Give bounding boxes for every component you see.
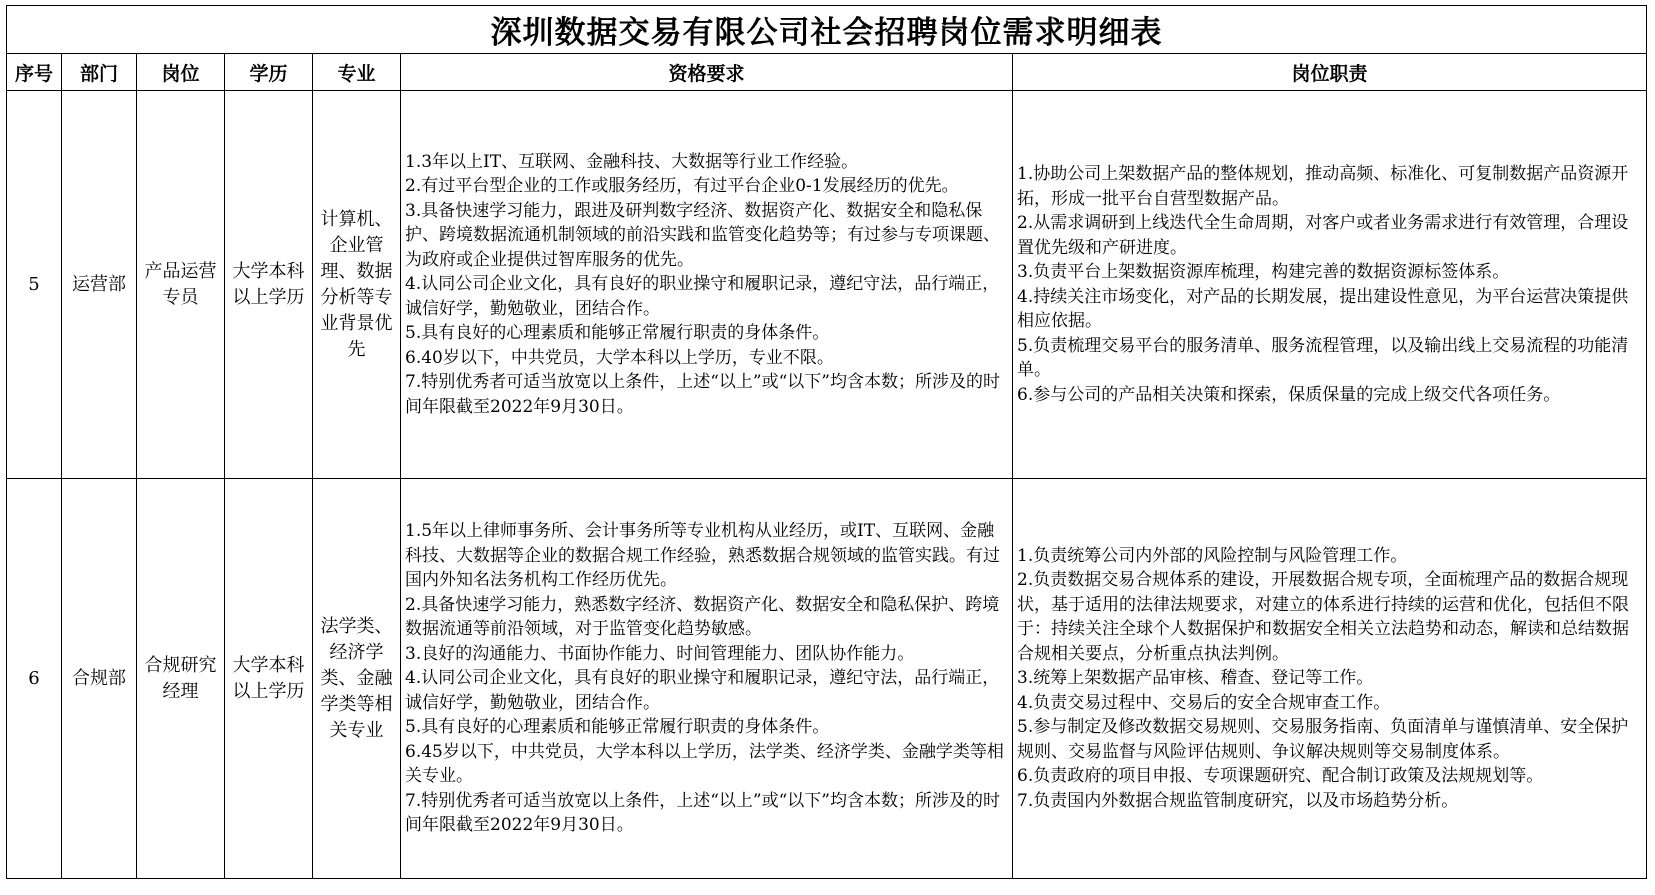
requirement-item: 4.认同公司企业文化，具有良好的职业操守和履职记录，遵纪守法，品行端正，诚信好学，勤勉敬业，团结合作。 — [405, 668, 1000, 713]
requirement-item: 2.具备快速学习能力，熟悉数字经济、数据资产化、数据安全和隐私保护、跨境数据流通等前沿领域，对于监管变化趋势敏感。 — [405, 594, 1000, 640]
table-row — [7, 479, 1647, 879]
duty-item: 4.持续关注市场变化，对产品的长期发展，提出建设性意见，为平台运营决策提供相应依据。 — [1017, 286, 1629, 331]
header-education: 学历 — [225, 54, 313, 91]
table-title: 深圳数据交易有限公司社会招聘岗位需求明细表 — [7, 6, 1647, 54]
recruitment-table-sheet — [6, 5, 1646, 879]
row-position: 合规研究经理 — [137, 479, 225, 879]
header-row — [7, 54, 1647, 91]
header-duties: 岗位职责 — [1013, 54, 1647, 91]
row-requirements — [401, 91, 1013, 479]
requirement-item: 1.3年以上IT、互联网、金融科技、大数据等行业工作经验。 — [405, 151, 859, 172]
row-position: 产品运营专员 — [137, 91, 225, 479]
header-position: 岗位 — [137, 54, 225, 91]
requirement-item: 7.特别优秀者可适当放宽以上条件，上述“以上”或“以下”均含本数；所涉及的时间年限截至2022年9月30日。 — [405, 790, 1000, 836]
requirement-item: 2.有过平台型企业的工作或服务经历，有过平台企业0-1发展经历的优先。 — [405, 176, 959, 197]
duty-item: 4.负责交易过程中、交易后的安全合规审查工作。 — [1017, 692, 1391, 713]
duty-item: 1.负责统筹公司内外部的风险控制与风险管理工作。 — [1017, 545, 1408, 566]
recruitment-table — [6, 5, 1647, 879]
duty-item: 5.参与制定及修改数据交易规则、交易服务指南、负面清单与谨慎清单、安全保护规则、交易监督与风险评估规则、争议解决规则等交易制度体系。 — [1017, 717, 1629, 762]
requirement-item: 3.良好的沟通能力、书面协作能力、时间管理能力、团队协作能力。 — [405, 643, 915, 664]
requirement-item: 3.具备快速学习能力，跟进及研判数字经济、数据资产化、数据安全和隐私保护、跨境数据流通机制领域的前沿实践和监管变化趋势等；有过参与专项课题、为政府或企业提供过智库服务的优先。 — [405, 200, 1000, 270]
row-dept: 运营部 — [62, 91, 137, 479]
table-row — [7, 91, 1647, 479]
duty-item: 5.负责梳理交易平台的服务清单、服务流程管理，以及输出线上交易流程的功能清单。 — [1017, 335, 1629, 380]
requirement-item: 1.5年以上律师事务所、会计事务所等专业机构从业经历，或IT、互联网、金融科技、大数据等企业的数据合规工作经验，熟悉数据合规领域的监管实践。有过国内外知名法务机构工作经历优先。 — [405, 521, 1000, 591]
row-duties — [1013, 479, 1647, 879]
requirement-item: 7.特别优秀者可适当放宽以上条件，上述“以上”或“以下”均含本数；所涉及的时间年限截至2022年9月30日。 — [405, 372, 1000, 417]
duty-item: 7.负责国内外数据合规监管制度研究，以及市场趋势分析。 — [1017, 790, 1459, 811]
requirement-item: 5.具有良好的心理素质和能够正常履行职责的身体条件。 — [405, 323, 830, 344]
row-dept: 合规部 — [62, 479, 137, 879]
header-no: 序号 — [7, 54, 62, 91]
header-major: 专业 — [313, 54, 401, 91]
row-major: 计算机、企业管理、数据分析等专业背景优先 — [313, 91, 401, 479]
duty-item: 2.负责数据交易合规体系的建设，开展数据合规专项，全面梳理产品的数据合规现状，基于适用的法律法规要求，对建立的体系进行持续的运营和优化，包括但不限于：持续关注全球个人数据保护和数据安全相关立法趋势和动态，解读和总结数据合规相关要点，分析重点执法判例。 — [1017, 570, 1629, 664]
duty-item: 2.从需求调研到上线迭代全生命周期，对客户或者业务需求进行有效管理，合理设置优先级和产研进度。 — [1017, 213, 1629, 258]
row-requirements — [401, 479, 1013, 879]
requirement-item: 4.认同公司企业文化，具有良好的职业操守和履职记录，遵纪守法，品行端正，诚信好学，勤勉敬业，团结合作。 — [405, 274, 1000, 319]
row-no: 6 — [7, 479, 62, 879]
row-major: 法学类、经济学类、金融学类等相关专业 — [313, 479, 401, 879]
duty-item: 3.负责平台上架数据资源库梳理，构建完善的数据资源标签体系。 — [1017, 262, 1510, 282]
row-duties — [1013, 91, 1647, 479]
duty-item: 3.统筹上架数据产品审核、稽查、登记等工作。 — [1017, 668, 1374, 689]
header-dept: 部门 — [62, 54, 137, 91]
header-requirements: 资格要求 — [401, 54, 1013, 91]
row-education: 大学本科以上学历 — [225, 91, 313, 479]
duty-item: 6.负责政府的项目申报、专项课题研究、配合制订政策及法规规划等。 — [1017, 766, 1544, 787]
duty-item: 1.协助公司上架数据产品的整体规划，推动高频、标准化、可复制数据产品资源开拓，形成一批平台自营型数据产品。 — [1017, 164, 1629, 209]
duty-item: 6.参与公司的产品相关决策和探索，保质保量的完成上级交代各项任务。 — [1017, 384, 1561, 405]
row-no: 5 — [7, 91, 62, 479]
requirement-item: 5.具有良好的心理素质和能够正常履行职责的身体条件。 — [405, 717, 830, 738]
row-education: 大学本科以上学历 — [225, 479, 313, 879]
requirement-item: 6.40岁以下，中共党员，大学本科以上学历，专业不限。 — [405, 347, 834, 368]
requirement-item: 6.45岁以下，中共党员，大学本科以上学历，法学类、经济学类、金融学类等相关专业。 — [405, 741, 1004, 787]
